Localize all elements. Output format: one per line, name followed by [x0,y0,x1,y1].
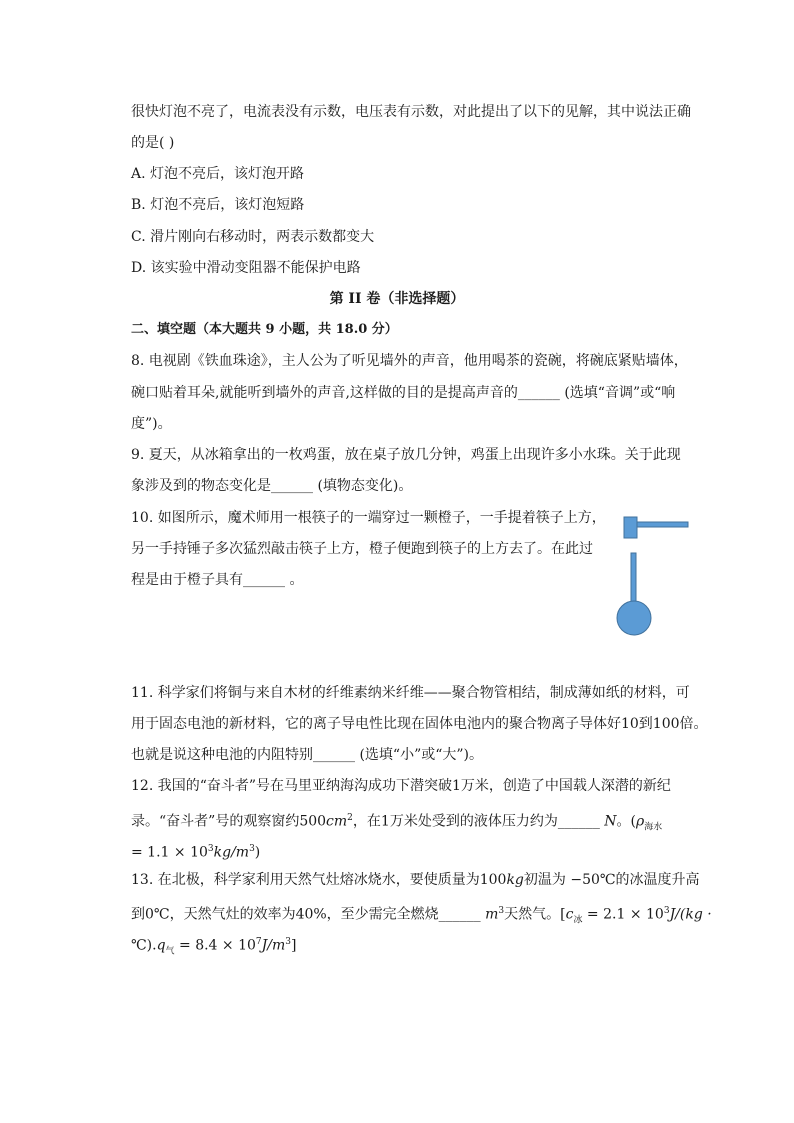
section-title: 第 II 卷（非选择题） [329,291,465,307]
option-d: D. 该实验中滑动变阻器不能保护电路 [131,260,361,276]
q12-line3: = $1.1 \times 10^3kg/m^3$) [131,844,261,861]
hammer-head [624,517,637,538]
option-b: B. 灯泡不亮后，该灯泡短路 [131,197,305,213]
q11-line1: 11. 科学家们将铜与来自木材的纤维素纳米纤维——聚合物管相结，制成薄如纸的材料，可 [131,685,690,701]
q8-line3: 度”)。 [131,416,172,432]
chopstick [631,553,636,602]
q8-line2: 碗口贴着耳朵,就能听到墙外的声音,这样做的目的是提高声音的______ (选填“音调”或“响 [131,385,676,401]
hammer-handle [637,522,688,527]
q11-line2: 用于固态电池的新材料，它的离子导电性比现在固体电池内的聚合物离子导体好10到100倍。 [131,716,708,732]
q9-line1: 9. 夏天，从冰箱拿出的一枚鸡蛋，放在桌子放几分钟，鸡蛋上出现许多小水珠。关于此现 [131,447,681,463]
option-c: C. 滑片刚向右移动时，两表示数都变大 [131,229,375,245]
q11-line3: 也就是说这种电池的内阻特别______ (选填“小”或“大”)。 [131,747,484,763]
orange [617,601,651,635]
part-header: 二、填空题（本大题共 9 小题，共 18.0 分） [131,322,398,337]
prev-question-stem-line1: 很快灯泡不亮了，电流表没有示数，电压表有示数，对此提出了以下的见解，其中说法正确 [131,104,691,120]
prev-question-stem-line2: 的是( ) [131,135,175,151]
q13-line1: 13. 在北极，科学家利用天然气灶熔冰烧水，要使质量为100kg初温为 −50℃的冰温度升高 [131,872,700,888]
q12-line1: 12. 我国的“奋斗者”号在马里亚纳海沟成功下潜突破1万米，创造了中国载人深潜的新纪 [131,778,671,794]
q13-line3: $℃).q_气 = 8.4 \times 10^7J/m^3$] [131,937,297,957]
q9-line2: 象涉及到的物态变化是______ (填物态变化)。 [131,478,413,494]
chopstick-orange-figure [616,512,692,642]
option-a: A. 灯泡不亮后，该灯泡开路 [131,166,305,182]
q13-line2: 到0℃，天然气灶的效率为40%，至少需完全燃烧______ $m^3$天然气。[$c_冰 = 2.1 \times 10^3J/(kg$ · [131,906,712,926]
q10-line3: 程是由于橙子具有______ 。 [131,572,304,588]
q12-line2: 录。“奋斗者”号的观察窗约$500cm^2$，在1万米处受到的液体压力约为______ N。($\rho_{海水}$ [131,813,663,833]
q10-line2: 另一手持锤子多次猛烈敲击筷子上方，橙子便跑到筷子的上方去了。在此过 [131,541,593,557]
q10-line1: 10. 如图所示，魔术师用一根筷子的一端穿过一颗橙子，一手提着筷子上方， [131,510,606,526]
q8-line1: 8. 电视剧《铁血珠途》，主人公为了听见墙外的声音，他用喝茶的瓷碗，将碗底紧贴墙体， [131,353,688,369]
